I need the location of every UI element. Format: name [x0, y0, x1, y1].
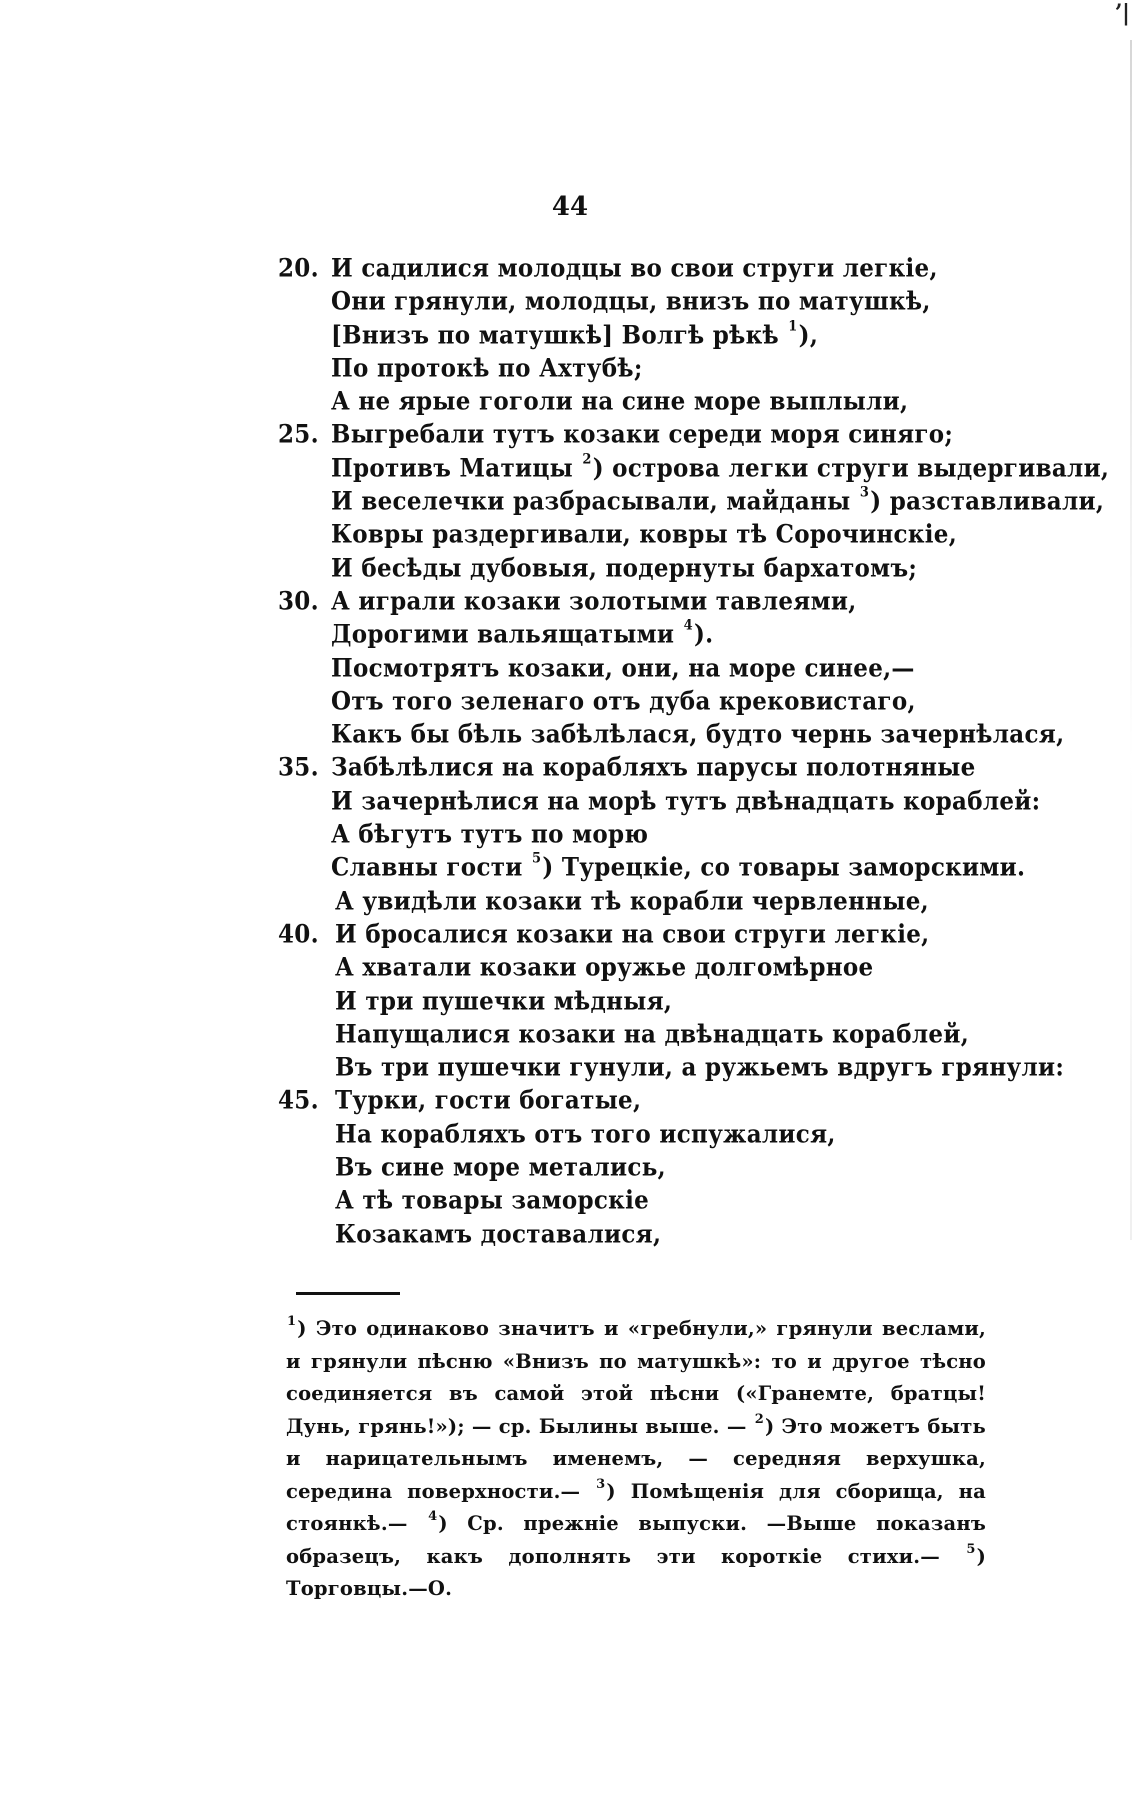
footnote-mark: 1: [287, 1314, 297, 1329]
poem-line: [0, 850, 1140, 887]
poem-line: [0, 750, 1140, 787]
line-text: Въ три пушечки гунули, а ружьемъ вдругъ грянули:: [335, 1052, 1065, 1083]
line-text: Дорогими вальящатыми $^4$).: [331, 617, 714, 650]
line-text: А хватали козаки оружье долгомѣрное: [335, 952, 874, 983]
page-number: 44: [551, 192, 589, 222]
footnote-ref: 3: [859, 484, 870, 502]
footnote-mark: 2: [754, 1411, 764, 1427]
footnotes: [286, 1313, 986, 1606]
footnote-ref: 1: [788, 318, 798, 335]
footnote-ref: 5: [531, 850, 542, 868]
line-text: А бѣгутъ тутъ по морю: [331, 819, 649, 850]
line-number: 20.: [278, 253, 319, 284]
line-number: 40.: [278, 919, 319, 950]
line-text: Какъ бы бѣль забѣлѣлася, будто чернь зачернѣлася,: [331, 719, 1065, 750]
poem-line: [0, 1149, 1140, 1186]
poem-line: [0, 883, 1140, 920]
poem-line: [0, 650, 1140, 687]
poem-line: [0, 1216, 1140, 1253]
line-text: [Внизъ по матушкѣ] Волгѣ рѣкѣ $^1$),: [331, 318, 819, 350]
poem-line: [0, 583, 1140, 620]
line-text: Они грянули, молодцы, внизъ по матушкѣ,: [331, 286, 931, 317]
line-text: По протокѣ по Ахтубѣ;: [331, 353, 643, 384]
poem-line: [0, 450, 1140, 487]
poem-line: [0, 950, 1140, 987]
poem-line: [0, 250, 1140, 287]
line-text: А не ярые гоголи на сине море выплыли,: [331, 386, 909, 417]
line-number: 25.: [278, 420, 319, 450]
line-text: Въ сине море метались,: [335, 1152, 666, 1183]
line-text: И бесѣды дубовыя, подернуты бархатомъ;: [331, 553, 918, 584]
poem-line: [0, 617, 1140, 654]
line-text: Противъ Матицы $^2$) острова легки струги выдергивали,: [331, 451, 1110, 484]
poem-line: [0, 783, 1140, 820]
poem-line: [0, 517, 1140, 554]
poem-line: [0, 284, 1140, 321]
line-text: Турки, гости богатые,: [335, 1086, 642, 1116]
footnote-ref: 2: [582, 451, 592, 468]
poem-line: [0, 916, 1140, 953]
footnote-mark: 5: [966, 1541, 976, 1557]
poem-line: [0, 550, 1140, 587]
line-text: Славны гости $^5$) Турецкіе, со товары заморскими.: [331, 850, 1026, 883]
line-text: Отъ того зеленаго отъ дуба крековистаго,: [331, 686, 916, 717]
poem-line: [0, 1183, 1140, 1220]
footnote-text: ) Это одинаково значитъ и «гребнули,» грянули веслами, и грянули пѣсню «Внизъ по матушкѣ»: то и другое тѣсно соединяется въ самой этой пѣсни («Гранемте, братцы! Дунь, грянь!»); — ср. Былины выше. —: [286, 1317, 986, 1438]
footnote-text: ) Торговцы.—О.: [286, 1544, 986, 1600]
line-number: 45.: [278, 1086, 319, 1116]
line-text: И бросалися козаки на свои струги легкіе,: [335, 919, 930, 950]
poem-line: [0, 716, 1140, 753]
footnote-separator: [296, 1292, 400, 1295]
line-text: А увидѣли козаки тѣ корабли червленные,: [335, 886, 929, 916]
line-text: И садилися молодцы во свои струги легкіе,: [331, 253, 938, 284]
corner-mark: ʼ|: [1114, 0, 1130, 26]
line-number: 35.: [278, 753, 319, 783]
line-text: На корабляхъ отъ того испужалися,: [335, 1119, 836, 1150]
line-text: И зачернѣлися на морѣ тутъ двѣнадцать кораблей:: [331, 786, 1041, 817]
poem-line: [0, 483, 1140, 520]
footnote-text: ) Ср. прежніе выпуски. —Выше показанъ образецъ, какъ дополнять эти короткіе стихи.—: [286, 1512, 986, 1568]
poem-line: [0, 317, 1140, 354]
footnote-ref: 4: [683, 617, 693, 635]
line-text: Напущалися козаки на двѣнадцать кораблей,: [335, 1019, 970, 1050]
footnote-text: ) Это можетъ быть и нарицательнымъ именемъ, — середняя верхушка, середина поверхности.—: [286, 1414, 986, 1503]
poem-line: [0, 1083, 1140, 1120]
poem-line: [0, 1116, 1140, 1153]
line-text: Ковры раздергивали, ковры тѣ Сорочинскіе,: [331, 520, 958, 550]
poem-line: [0, 816, 1140, 853]
line-text: А тѣ товары заморскіе: [335, 1185, 650, 1216]
footnote-mark: 4: [428, 1509, 438, 1524]
poem-line: [0, 1049, 1140, 1086]
poem-body: [0, 252, 1140, 1251]
poem-line: [0, 683, 1140, 720]
line-text: И три пушечки мѣдныя,: [335, 986, 673, 1016]
line-text: А играли козаки золотыми тавлеями,: [331, 586, 857, 617]
line-text: Посмотрятъ козаки, они, на море синее,—: [331, 653, 915, 683]
poem-line: [0, 983, 1140, 1020]
line-number: 30.: [278, 586, 319, 617]
footnote-text: ) Помѣщенія для сборища, на стоянкѣ.—: [286, 1479, 986, 1535]
poem-line: [0, 350, 1140, 387]
poem-line: [0, 417, 1140, 454]
line-text: Выгребали тутъ козаки середи моря синяго;: [331, 420, 954, 450]
line-text: И веселечки разбрасывали, майданы $^3$) разставливали,: [331, 484, 1105, 517]
poem-line: [0, 384, 1140, 421]
footnote-mark: 3: [596, 1476, 606, 1492]
line-text: Забѣлѣлися на корабляхъ парусы полотняные: [331, 753, 976, 783]
line-text: Козакамъ доставалися,: [335, 1219, 662, 1249]
poem-line: [0, 1016, 1140, 1053]
